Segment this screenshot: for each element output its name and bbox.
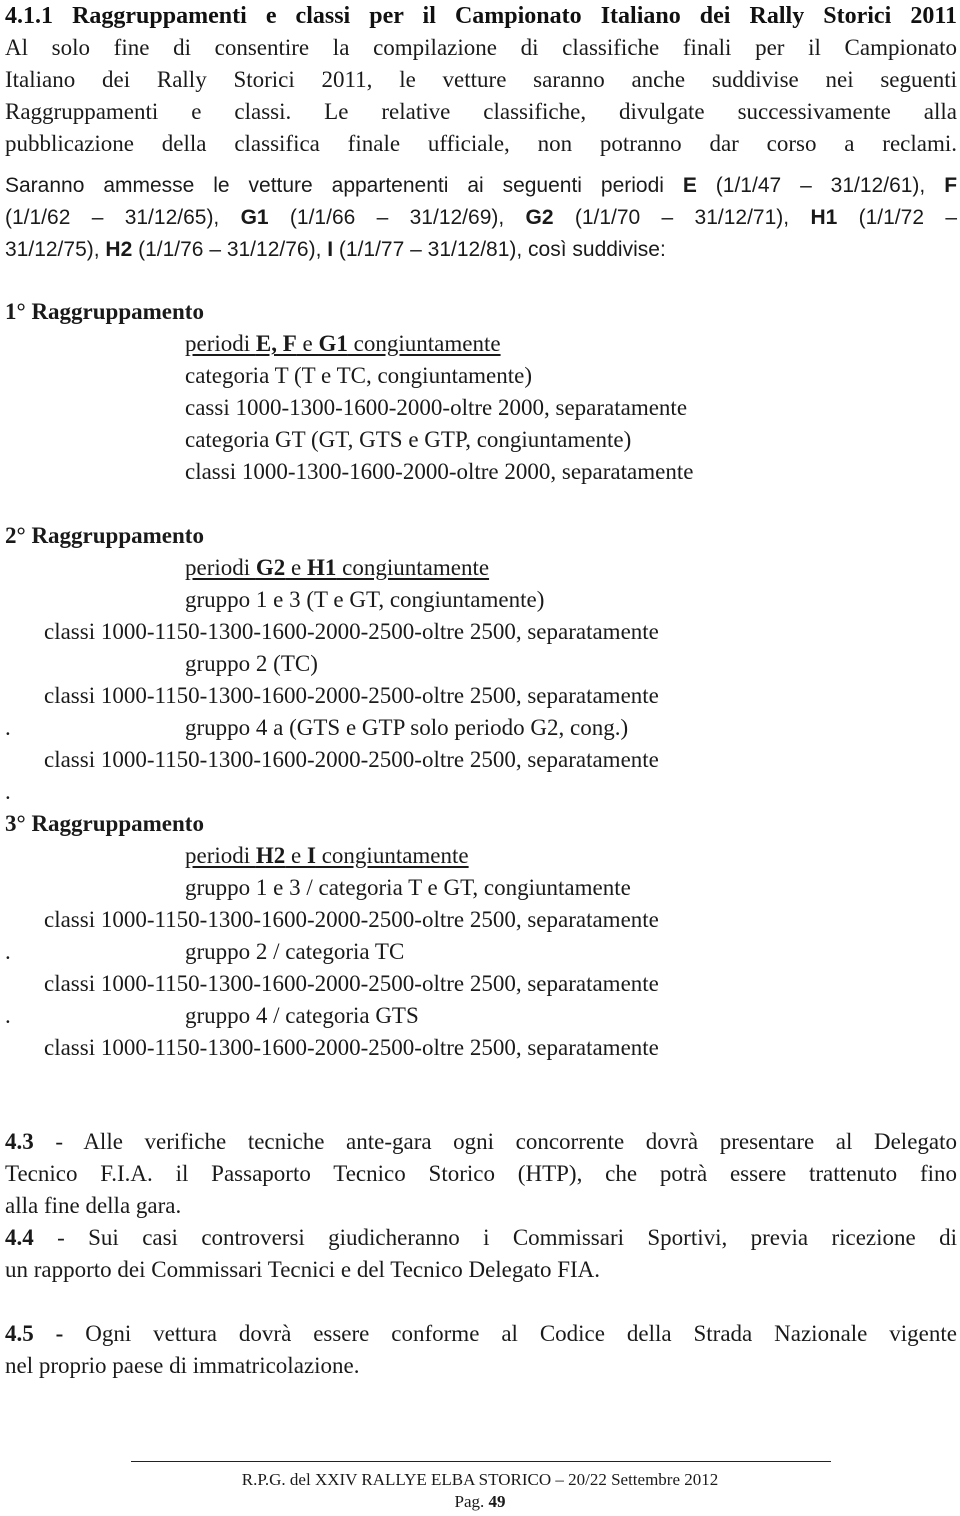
- section-4-4-line: 4.4 - Sui casi controversi giudicheranno i Commissari Sportivi, previa ricezione di: [5, 1225, 957, 1250]
- section-4-5-line: 4.5 - Ogni vettura dovrà essere conforme al Codice della Strada Nazionale vigente: [5, 1321, 957, 1346]
- section-4-3-line: alla fine della gara.: [5, 1193, 182, 1218]
- group3-line: classi 1000-1150-1300-1600-2000-2500-oltre 2500, separatamente: [44, 971, 659, 996]
- group2-line: classi 1000-1150-1300-1600-2000-2500-oltre 2500, separatamente: [44, 619, 659, 644]
- section-number: 4.5 -: [5, 1321, 64, 1346]
- group2-line: gruppo 2 (TC): [185, 651, 318, 676]
- group2-title: 2° Raggruppamento: [5, 523, 204, 548]
- group3-dot: .: [5, 1003, 11, 1028]
- footer-rule: [131, 1461, 831, 1462]
- group2-line: gruppo 4 a (GTS e GTP solo periodo G2, cong.): [185, 715, 629, 740]
- footer-title: R.P.G. del XXIV RALLYE ELBA STORICO – 20/22 Settembre 2012: [241, 1470, 719, 1489]
- group3-line: classi 1000-1150-1300-1600-2000-2500-oltre 2500, separatamente: [44, 907, 659, 932]
- section-heading: 4.1.1 Raggruppamenti e classi per il Campionato Italiano dei Rally Storici 2011: [5, 3, 957, 29]
- section-4-5-line: nel proprio paese di immatricolazione.: [5, 1353, 360, 1378]
- group2-dot: .: [5, 779, 11, 804]
- group2-line: classi 1000-1150-1300-1600-2000-2500-oltre 2500, separatamente: [44, 747, 659, 772]
- group3-line: gruppo 2 / categoria TC: [185, 939, 405, 964]
- group3-line: gruppo 1 e 3 / categoria T e GT, congiuntamente: [185, 875, 631, 900]
- section-number: 4.4: [5, 1225, 34, 1250]
- periods-line: 31/12/75), H2 (1/1/76 – 31/12/76), I (1/1/77 – 31/12/81), così suddivise:: [5, 238, 666, 261]
- intro-line: Italiano dei Rally Storici 2011, le vetture saranno anche suddivise nei seguenti: [5, 67, 957, 92]
- group3-title: 3° Raggruppamento: [5, 811, 204, 836]
- group3-periods: periodi H2 e I congiuntamente: [185, 843, 469, 868]
- group1-title: 1° Raggruppamento: [5, 299, 204, 324]
- periods-line: (1/1/62 – 31/12/65), G1 (1/1/66 – 31/12/69), G2 (1/1/70 – 31/12/71), H1 (1/1/72 –: [5, 206, 957, 229]
- group2-dot: .: [5, 715, 11, 740]
- group3-line: classi 1000-1150-1300-1600-2000-2500-oltre 2500, separatamente: [44, 1035, 659, 1060]
- page-number: Pag. 49: [454, 1492, 506, 1511]
- group1-line: cassi 1000-1300-1600-2000-oltre 2000, separatamente: [185, 395, 688, 420]
- group1-line: classi 1000-1300-1600-2000-oltre 2000, separatamente: [185, 459, 694, 484]
- group2-line: classi 1000-1150-1300-1600-2000-2500-oltre 2500, separatamente: [44, 683, 659, 708]
- intro-line: Al solo fine di consentire la compilazione di classifiche finali per il Campionato: [5, 35, 957, 60]
- group1-periods: periodi E, F e G1 congiuntamente: [185, 331, 501, 356]
- section-4-3-line: Tecnico F.I.A. il Passaporto Tecnico Storico (HTP), che potrà essere trattenuto fino: [5, 1161, 957, 1186]
- intro-line: Raggruppamenti e classi. Le relative classifiche, divulgate successivamente alla: [5, 99, 957, 124]
- group3-line: gruppo 4 / categoria GTS: [185, 1003, 419, 1028]
- group2-periods: periodi G2 e H1 congiuntamente: [185, 555, 490, 580]
- group1-line: categoria T (T e TC, congiuntamente): [185, 363, 533, 388]
- group1-line: categoria GT (GT, GTS e GTP, congiuntamente): [185, 427, 632, 452]
- group2-line: gruppo 1 e 3 (T e GT, congiuntamente): [185, 587, 545, 612]
- periods-line: Saranno ammesse le vetture appartenenti ai seguenti periodi E (1/1/47 – 31/12/61), F: [5, 174, 958, 197]
- section-number: 4.3: [5, 1129, 34, 1154]
- section-4-3-line: 4.3 - Alle verifiche tecniche ante-gara ogni concorrente dovrà presentare al Delegato: [5, 1129, 957, 1154]
- group3-dot: .: [5, 939, 11, 964]
- intro-line: pubblicazione della classifica finale ufficiale, non potranno dar corso a reclami.: [5, 131, 957, 156]
- section-4-4-line: un rapporto dei Commissari Tecnici e del Tecnico Delegato FIA.: [5, 1257, 601, 1282]
